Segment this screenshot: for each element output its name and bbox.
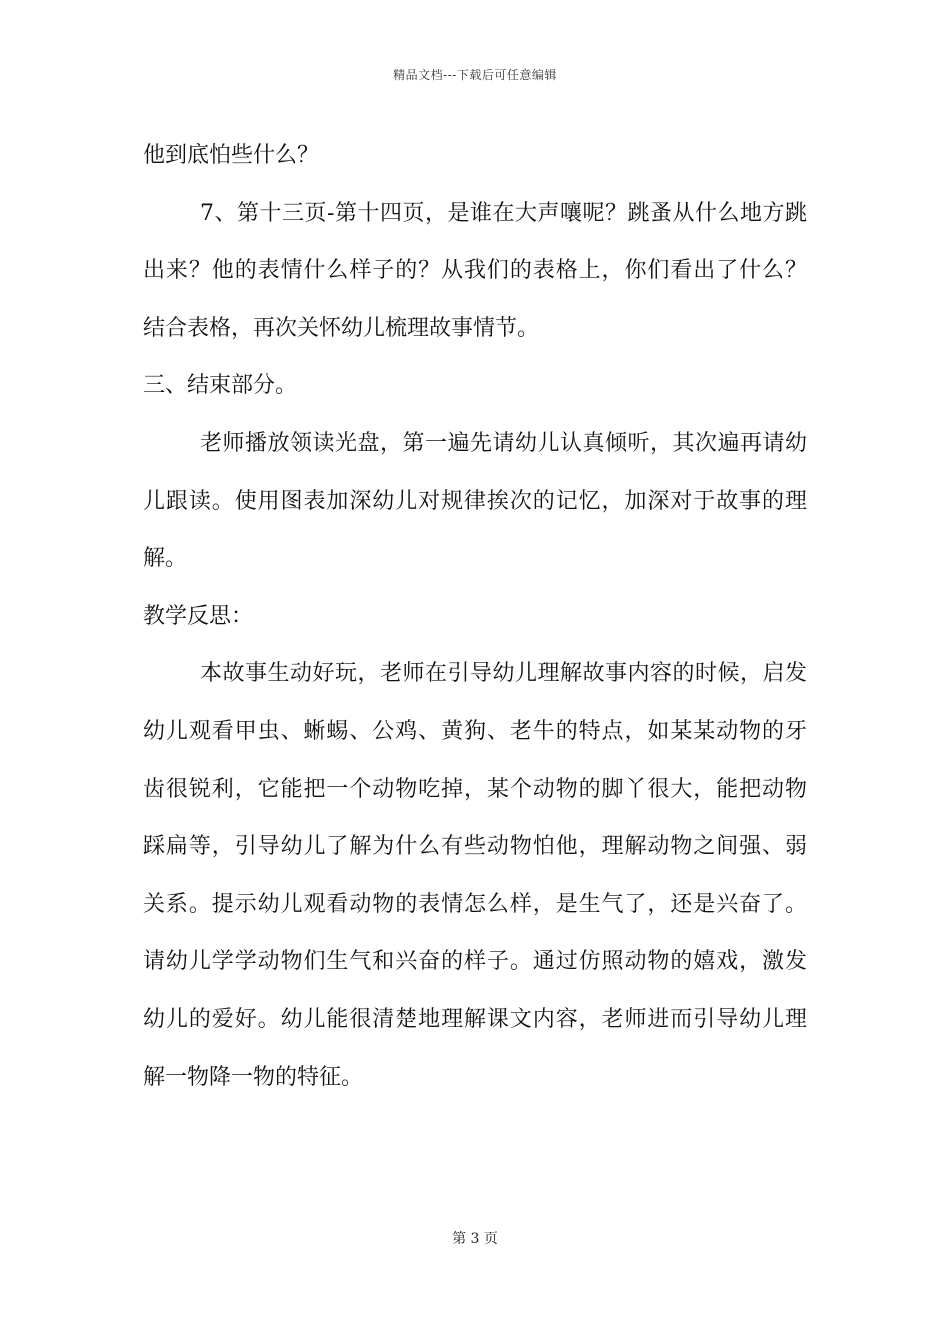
- section-heading: 教学反思：: [143, 603, 254, 629]
- text-line: 结合表格，再次关怀幼儿梳理故事情节。: [143, 315, 540, 341]
- text-line: 请幼儿学学动物们生气和兴奋的样子。通过仿照动物的嬉戏，激发: [143, 949, 807, 975]
- text-line: 解。: [143, 546, 188, 572]
- text-line: 齿很锐利，它能把一个动物吃掉，某个动物的脚丫很大，能把动物: [143, 776, 807, 802]
- text-line: 本故事生动好玩，老师在引导幼儿理解故事内容的时候，启发: [200, 661, 807, 687]
- page-number: 第 3 页: [452, 1231, 498, 1247]
- text-line: 解一物降一物的特征。: [143, 1064, 364, 1090]
- text-line: 幼儿的爱好。幼儿能很清楚地理解课文内容，老师进而引导幼儿理: [143, 1006, 807, 1032]
- document-body: [143, 127, 807, 1106]
- page-header: 精品文档---下载后可任意编辑: [393, 68, 557, 82]
- text-line: 出来？他的表情什么样子的？从我们的表格上，你们看出了什么？: [143, 258, 807, 284]
- text-line: 他到底怕些什么？: [143, 143, 320, 168]
- text-line: 老师播放领读光盘，第一遍先请幼儿认真倾听，其次遍再请幼: [200, 430, 807, 456]
- text-line: 关系。提示幼儿观看动物的表情怎么样，是生气了，还是兴奋了。: [143, 891, 807, 917]
- text-line: 儿跟读。使用图表加深幼儿对规律挨次的记忆，加深对于故事的理: [143, 488, 807, 514]
- text-line: 7、第十三页-第十四页，是谁在大声嚷呢？跳蚤从什么地方跳: [200, 200, 807, 226]
- text-line: 踩扁等，引导幼儿了解为什么有些动物怕他，理解动物之间强、弱: [143, 834, 807, 860]
- text-line: 幼儿观看甲虫、蜥蜴、公鸡、黄狗、老牛的特点，如某某动物的牙: [143, 718, 807, 744]
- section-heading: 三、结束部分。: [143, 373, 298, 399]
